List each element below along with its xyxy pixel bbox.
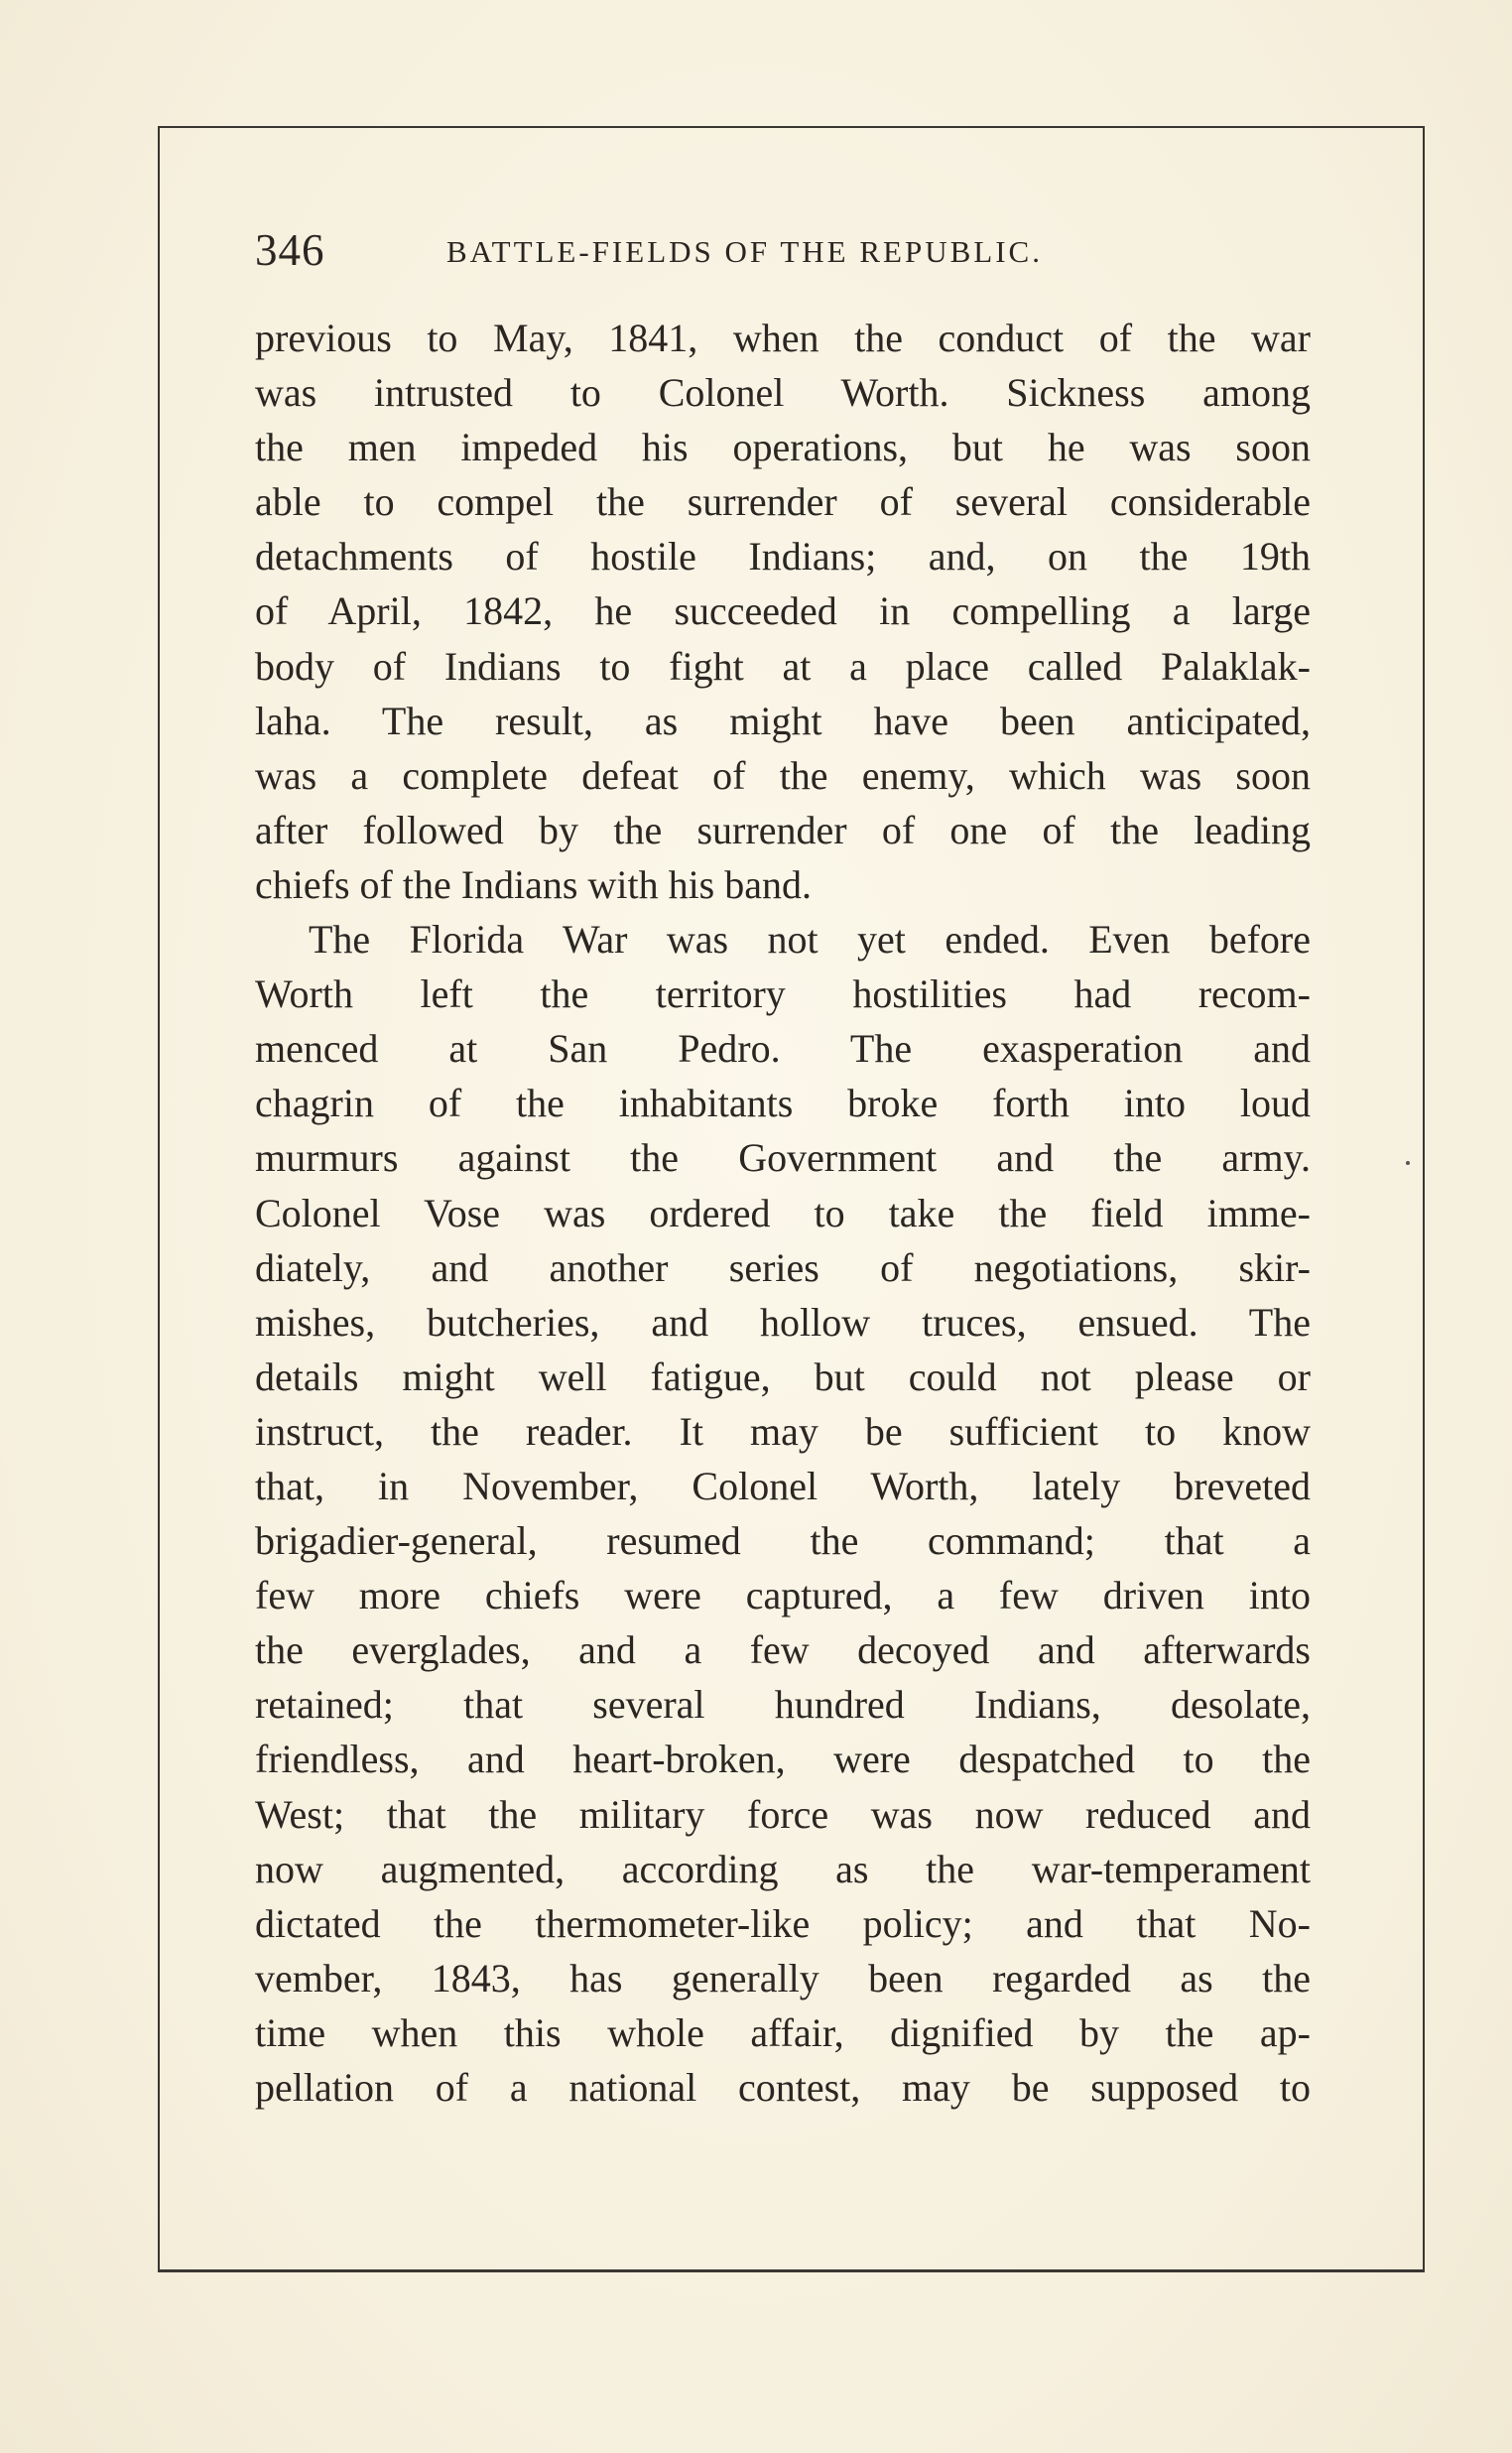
text-line: was intrusted to Colonel Worth. Sickness among (255, 370, 1311, 416)
text-line: detachments of hostile Indians; and, on the 19th (255, 534, 1311, 580)
text-line: the everglades, and a few decoyed and afterwards (255, 1627, 1311, 1673)
text-line: the men impeded his operations, but he was soon (255, 425, 1311, 470)
text-line: chagrin of the inhabitants broke forth into loud (255, 1081, 1311, 1126)
text-line: retained; that several hundred Indians, desolate, (255, 1682, 1311, 1728)
text-line: that, in November, Colonel Worth, lately breveted (255, 1463, 1311, 1508)
text-line: murmurs against the Government and the army. (255, 1135, 1311, 1181)
text-line: vember, 1843, has generally been regarded as the (255, 1955, 1311, 2001)
text-line: after followed by the surrender of one of the leading (255, 807, 1311, 852)
text-line: West; that the military force was now reduced and (255, 1791, 1311, 1837)
text-line: body of Indians to fight at a place called Palaklak- (255, 643, 1311, 689)
running-head: BATTLE-FIELDS OF THE REPUBLIC. (446, 234, 1043, 269)
text-line: laha. The result, as might have been anticipated, (255, 698, 1311, 743)
text-line: of April, 1842, he succeeded in compelling a large (255, 588, 1311, 634)
page-number: 346 (255, 225, 325, 275)
text-line: menced at San Pedro. The exasperation and (255, 1026, 1311, 1072)
paper-speck (1406, 1161, 1410, 1165)
text-line: now augmented, according as the war-temperament (255, 1846, 1311, 1891)
text-line: friendless, and heart-broken, were despatched to the (255, 1737, 1311, 1782)
body-text (255, 311, 1311, 2115)
text-line: dictated the thermometer-like policy; and that No- (255, 1900, 1311, 1946)
text-line: instruct, the reader. It may be sufficient to know (255, 1408, 1311, 1454)
page-header (255, 220, 1292, 280)
text-line: details might well fatigue, but could not please or (255, 1354, 1311, 1399)
text-line: able to compel the surrender of several considerable (255, 479, 1311, 525)
text-line: time when this whole affair, dignified by the ap- (255, 2009, 1311, 2055)
text-line: Worth left the territory hostilities had recom- (255, 971, 1311, 1017)
text-line: few more chiefs were captured, a few driven into (255, 1573, 1311, 1618)
text-line: pellation of a national contest, may be supposed to (255, 2065, 1311, 2110)
text-line: The Florida War was not yet ended. Even before (309, 917, 1311, 963)
text-line: brigadier-general, resumed the command; that a (255, 1518, 1311, 1564)
text-line: chiefs of the Indians with his band. (255, 861, 812, 907)
text-line: diately, and another series of negotiations, skir- (255, 1244, 1311, 1290)
text-line: Colonel Vose was ordered to take the field imme- (255, 1190, 1311, 1235)
text-line: was a complete defeat of the enemy, which was soon (255, 752, 1311, 798)
text-line: previous to May, 1841, when the conduct of the war (255, 316, 1311, 360)
text-line: mishes, butcheries, and hollow truces, ensued. The (255, 1299, 1311, 1345)
